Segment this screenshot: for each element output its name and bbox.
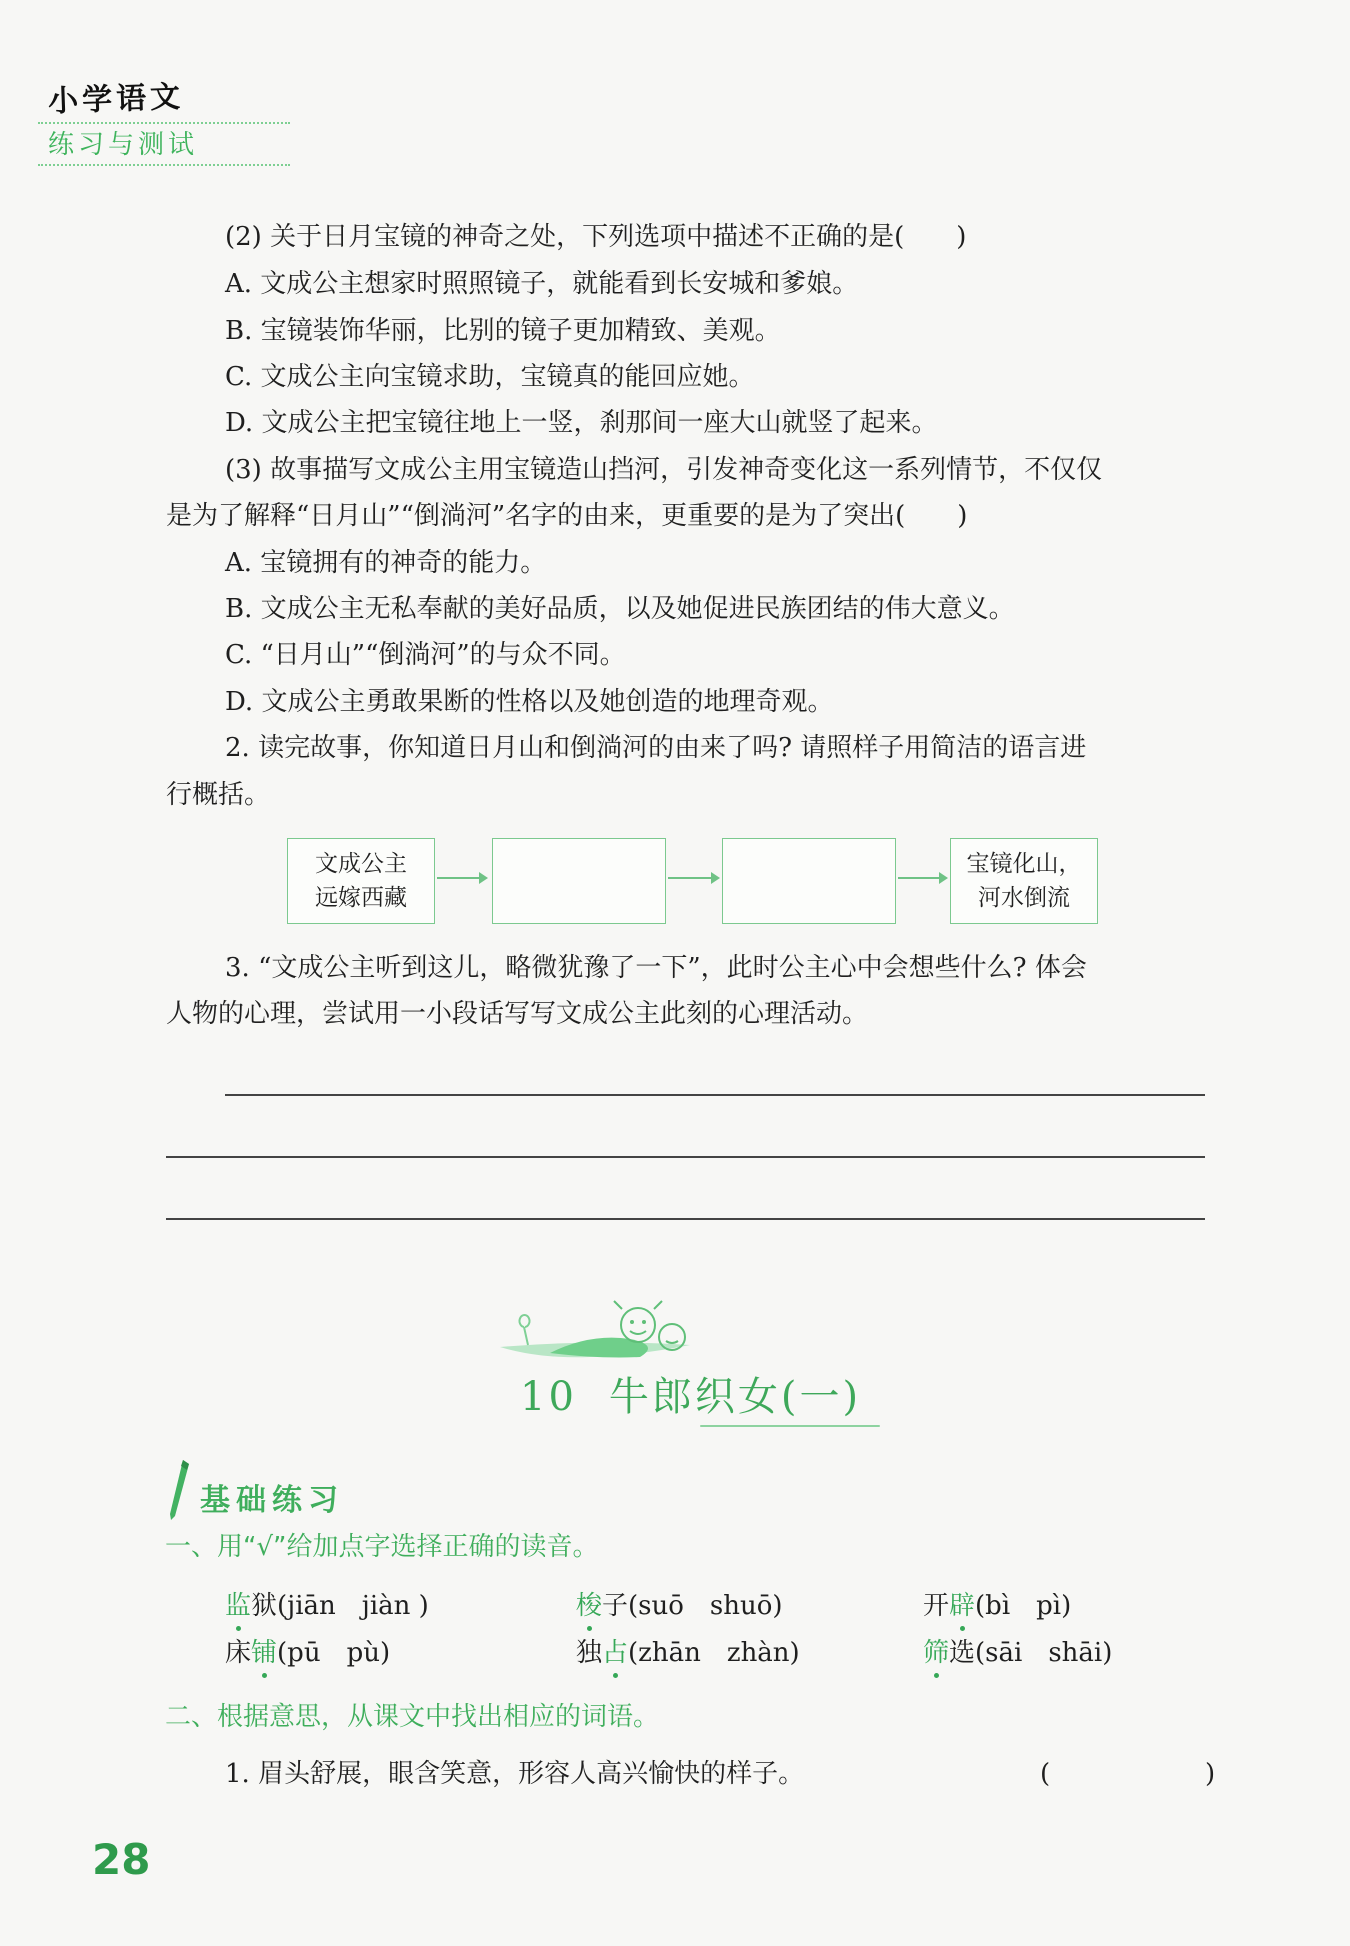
- flow-box-blank-2[interactable]: [722, 838, 896, 924]
- task2-line2: 行概括。: [166, 780, 271, 810]
- answer-paren-open: (: [1040, 1759, 1051, 1789]
- part1-heading: 一、用“√”给加点字选择正确的读音。: [165, 1532, 599, 1562]
- section-basic-practice: 基础练习: [200, 1483, 344, 1518]
- q2-stem: (2) 关于日月宝镜的神奇之处，下列选项中描述不正确的是( ): [225, 222, 967, 252]
- lesson-underline: [700, 1425, 880, 1427]
- q3-option-d[interactable]: D. 文成公主勇敢果断的性格以及她创造的地理奇观。: [225, 687, 834, 717]
- flow-arrow-icon: [898, 877, 946, 879]
- q2-option-b[interactable]: B. 宝镜装饰华丽，比别的镜子更加精致、美观。: [225, 316, 781, 346]
- q3-option-b[interactable]: B. 文成公主无私奉献的美好品质，以及她促进民族团结的伟大意义。: [225, 594, 1015, 624]
- q3-option-c[interactable]: C. “日月山”“倒淌河”的与众不同。: [225, 640, 626, 670]
- pinyin-item[interactable]: 监狱(jiān jiàn ): [225, 1591, 429, 1621]
- pinyin-item[interactable]: 梭子(suō shuō): [576, 1591, 783, 1621]
- book-series-title: 小学语文: [47, 79, 185, 120]
- q3-stem-line1: (3) 故事描写文成公主用宝镜造山挡河，引发神奇变化这一系列情节，不仅仅: [225, 455, 1103, 485]
- q2-option-d[interactable]: D. 文成公主把宝镜往地上一竖，刹那间一座大山就竖了起来。: [225, 408, 938, 438]
- q3-stem-line2: 是为了解释“日月山”“倒淌河”名字的由来，更重要的是为了突出( ): [166, 501, 968, 531]
- q2-option-c[interactable]: C. 文成公主向宝镜求助，宝镜真的能回应她。: [225, 362, 755, 392]
- flow-box-start: [287, 838, 435, 924]
- pencil-icon: [163, 1458, 193, 1522]
- flow-box-start-line2: 远嫁西藏: [315, 885, 407, 911]
- part2-heading: 二、根据意思，从课文中找出相应的词语。: [165, 1702, 660, 1732]
- pinyin-item[interactable]: 筛选(sāi shāi): [923, 1638, 1113, 1668]
- task3-line2: 人物的心理，尝试用一小段话写写文成公主此刻的心理活动。: [166, 999, 869, 1029]
- book-subtitle-box: [38, 122, 290, 166]
- answer-line[interactable]: [166, 1218, 1205, 1220]
- children-illustration-icon: [490, 1275, 720, 1365]
- flow-box-end: [950, 838, 1098, 924]
- answer-line[interactable]: [225, 1094, 1205, 1096]
- q3-option-a[interactable]: A. 宝镜拥有的神奇的能力。: [225, 548, 547, 578]
- flow-box-end-line2: 河水倒流: [978, 885, 1070, 911]
- task2-line1: 2. 读完故事，你知道日月山和倒淌河的由来了吗? 请照样子用简洁的语言进: [225, 733, 1087, 763]
- part2-item1: 1. 眉头舒展，眼含笑意，形容人高兴愉快的样子。: [225, 1759, 805, 1789]
- book-subtitle: 练习与测试: [48, 130, 199, 160]
- flow-arrow-icon: [668, 877, 718, 879]
- pinyin-item[interactable]: 床铺(pū pù): [225, 1638, 391, 1668]
- lesson-title: [520, 1365, 861, 1422]
- page-number: 28: [92, 1835, 151, 1884]
- lesson-number: 10: [520, 1374, 577, 1420]
- flow-box-end-line1: 宝镜化山，: [966, 851, 1082, 877]
- pinyin-item[interactable]: 独占(zhān zhàn): [576, 1638, 800, 1668]
- answer-paren-close: ): [1205, 1759, 1216, 1789]
- pinyin-item[interactable]: 开辟(bì pì): [923, 1591, 1072, 1621]
- flow-arrow-icon: [437, 877, 486, 879]
- answer-line[interactable]: [166, 1156, 1205, 1158]
- flow-box-blank-1[interactable]: [492, 838, 666, 924]
- q2-option-a[interactable]: A. 文成公主想家时照照镜子，就能看到长安城和爹娘。: [225, 269, 859, 299]
- lesson-name: 牛郎织女(一): [608, 1374, 862, 1420]
- flow-box-start-line1: 文成公主: [315, 851, 407, 877]
- task3-line1: 3. “文成公主听到这儿，略微犹豫了一下”，此时公主心中会想些什么? 体会: [225, 953, 1087, 983]
